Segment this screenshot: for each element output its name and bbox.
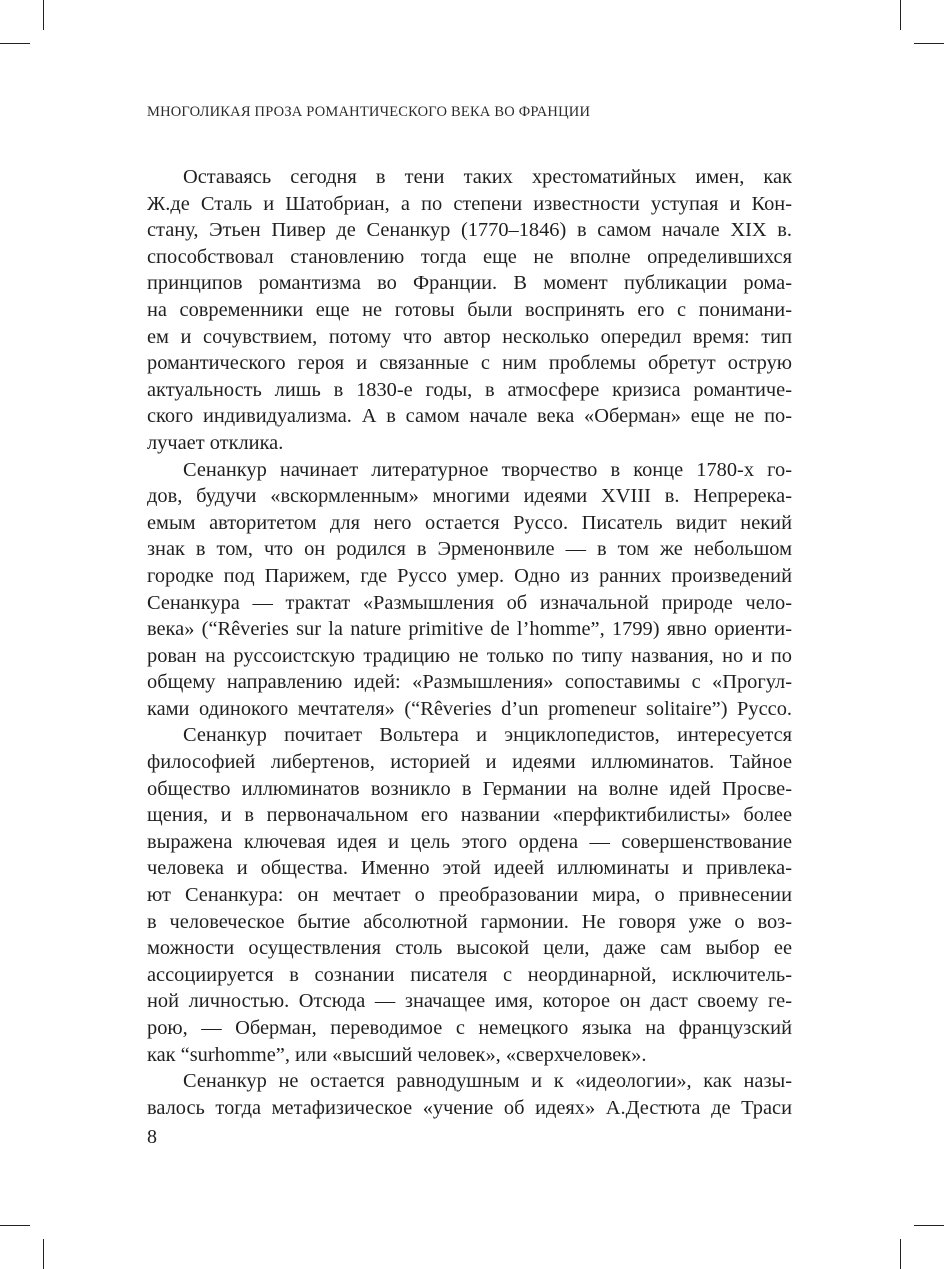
crop-mark: [900, 1239, 901, 1269]
text-line: Сенанкур начинает литературное творчество в конце 1780-х го-: [183, 458, 792, 481]
text-line: философией либертенов, историей и идеями иллюминатов. Тайное: [147, 751, 792, 774]
crop-mark: [900, 0, 901, 30]
text-line: городке под Парижем, где Руссо умер. Одно из ранних произведений: [147, 564, 792, 587]
page-number: 8: [147, 1126, 157, 1148]
text-line: Ж.де Сталь и Шатобриан, а по степени известности уступая и Кон-: [147, 192, 792, 215]
text-line: романтического героя и связанные с ним проблемы обретут острую: [147, 352, 792, 375]
text-line: ют Сенанкура: он мечтает о преобразовании мира, о привнесении: [147, 884, 792, 907]
text-line: человека и общества. Именно этой идеей иллюминаты и привлека-: [147, 857, 792, 880]
text-line: щения, и в первоначальном его названии «перфиктибилисты» более: [147, 804, 792, 827]
text-line: ками одинокого мечтателя» (“Rêveries d’un promeneur solitaire”) Руссо.: [147, 697, 792, 720]
text-line: емым авторитетом для него остается Руссо. Писатель видит некий: [147, 511, 792, 534]
text-line: как “surhomme”, или «высший человек», «сверхчеловек».: [147, 1043, 647, 1066]
crop-mark: [914, 1225, 944, 1226]
crop-mark: [0, 1225, 30, 1226]
text-line: ной личностью. Отсюда — значащее имя, которое он даст своему ге-: [147, 990, 792, 1013]
text-line: общество иллюминатов возникло в Германии на волне идей Просве-: [147, 777, 792, 800]
text-line: ассоциируется в сознании писателя с неординарной, исключитель-: [147, 963, 792, 986]
text-line: ем и сочувствием, потому что автор несколько опередил время: тип: [147, 325, 792, 348]
text-line: Сенанкур почитает Вольтера и энциклопедистов, интересуется: [183, 724, 792, 747]
text-line: ского индивидуализма. А в самом начале века «Оберман» еще не по-: [147, 405, 792, 428]
text-line: рою, — Оберман, переводимое с немецкого языка на французский: [147, 1017, 792, 1039]
text-line: в человеческое бытие абсолютной гармонии. Не говоря уже о воз-: [147, 910, 792, 933]
text-line: можности осуществления столь высокой цели, даже сам выбор ее: [147, 937, 792, 960]
text-line: рован на руссоистскую традицию не только по типу названия, но и по: [147, 644, 792, 667]
text-line: Оставаясь сегодня в тени таких хрестоматийных имен, как: [183, 166, 792, 188]
crop-mark: [914, 43, 944, 44]
crop-mark: [43, 0, 44, 30]
text-line: века» (“Rêveries sur la nature primitive de l’homme”, 1799) явно ориенти-: [147, 618, 792, 641]
text-line: знак в том, что он родился в Эрменонвиле — в том же небольшом: [147, 538, 792, 561]
text-line: дов, будучи «вскормленным» многими идеями XVIII в. Непререка-: [147, 485, 792, 508]
body-text: [147, 164, 792, 1121]
text-line: выражена ключевая идея и цель этого ордена — совершенствование: [147, 830, 792, 853]
text-line: актуальность лишь в 1830-е годы, в атмосфере кризиса романтиче-: [147, 378, 792, 401]
crop-mark: [43, 1239, 44, 1269]
text-line: валось тогда метафизическое «учение об идеях» А.Дестюта де Траси: [147, 1096, 792, 1119]
running-head: МНОГОЛИКАЯ ПРОЗА РОМАНТИЧЕСКОГО ВЕКА ВО ФРАНЦИИ: [147, 104, 591, 120]
text-line: способствовал становлению тогда еще не вполне определившихся: [147, 245, 792, 268]
text-line: лучает отклика.: [147, 431, 284, 454]
text-line: на современники еще не готовы были воспринять его с понимани-: [147, 298, 792, 321]
text-line: стану, Этьен Пивер де Сенанкур (1770–1846) в самом начале XIX в.: [147, 219, 792, 242]
text-line: Сенанкур не остается равнодушным и к «идеологии», как назы-: [183, 1070, 792, 1093]
text-line: Сенанкура — трактат «Размышления об изначальной природе чело-: [147, 591, 792, 614]
text-line: принципов романтизма во Франции. В момент публикации рома-: [147, 272, 792, 295]
text-line: общему направлению идей: «Размышления» сопоставимы с «Прогул-: [147, 671, 792, 694]
crop-mark: [0, 43, 30, 44]
